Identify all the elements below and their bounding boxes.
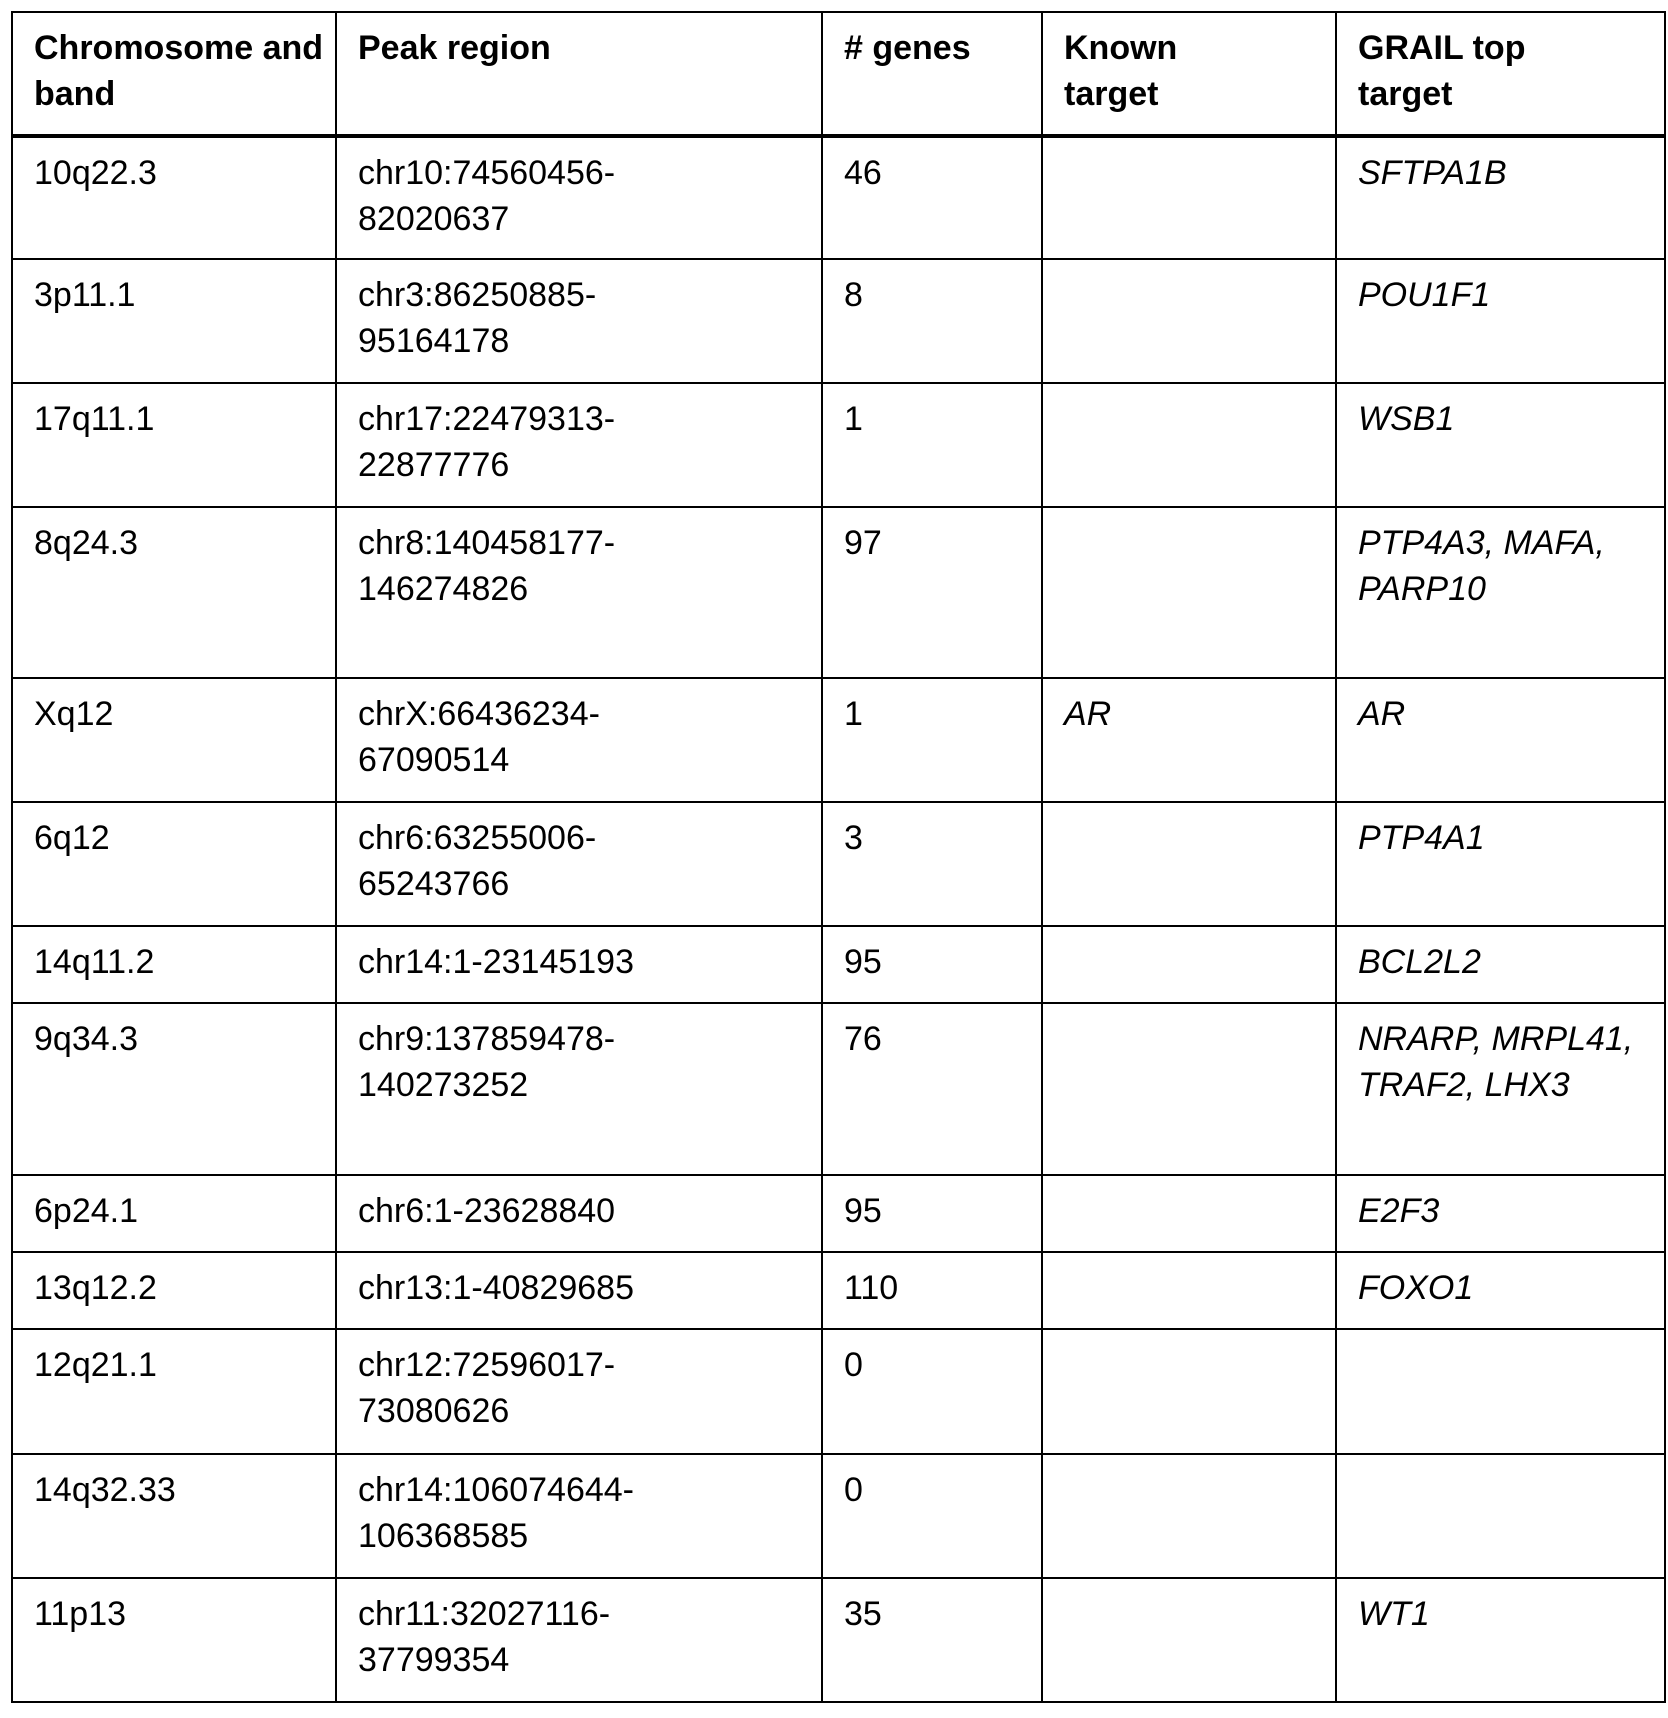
gene-count-cell: 110	[822, 1252, 1042, 1329]
header-peak-region: Peak region	[336, 12, 822, 136]
table-row	[12, 383, 1665, 507]
chromosome-band-cell: 6p24.1	[12, 1175, 336, 1252]
chromosome-band-cell: Xq12	[12, 678, 336, 802]
known-target-cell	[1042, 507, 1336, 678]
peak-region-text: chr17:22479313-22877776	[358, 396, 620, 488]
grail-top-target-cell: NRARP, MRPL41, TRAF2, LHX3	[1336, 1003, 1665, 1175]
peak-region-text: chr9:137859478-140273252	[358, 1016, 620, 1108]
header-known-target: Known target	[1042, 12, 1336, 136]
peak-region-text: chr14:106074644-106368585	[358, 1467, 639, 1559]
grail-top-target-cell: AR	[1336, 678, 1665, 802]
header-grail-top-target: GRAIL top target	[1336, 12, 1665, 136]
known-target-cell	[1042, 802, 1336, 926]
known-target-cell	[1042, 1578, 1336, 1702]
peak-region-text: chr3:86250885-95164178	[358, 272, 601, 364]
grail-top-target-cell: PTP4A3, MAFA, PARP10	[1336, 507, 1665, 678]
table-row	[12, 1578, 1665, 1702]
table-row	[12, 1003, 1665, 1175]
chromosome-band-cell: 17q11.1	[12, 383, 336, 507]
gene-count-cell: 95	[822, 1175, 1042, 1252]
header-gene-count: # genes	[822, 12, 1042, 136]
known-target-cell	[1042, 1454, 1336, 1578]
grail-top-target-cell: BCL2L2	[1336, 926, 1665, 1003]
known-target-cell	[1042, 926, 1336, 1003]
chromosome-band-cell: 8q24.3	[12, 507, 336, 678]
peak-region-cell	[336, 678, 822, 802]
chromosome-band-cell: 13q12.2	[12, 1252, 336, 1329]
known-target-cell: AR	[1042, 678, 1336, 802]
table-row	[12, 136, 1665, 259]
peak-region-cell	[336, 1578, 822, 1702]
chromosome-band-cell: 11p13	[12, 1578, 336, 1702]
known-target-cell	[1042, 1252, 1336, 1329]
peak-region-text: chr10:74560456-82020637	[358, 150, 620, 242]
gene-count-cell: 8	[822, 259, 1042, 383]
chromosome-band-cell: 12q21.1	[12, 1329, 336, 1454]
chromosome-band-cell: 9q34.3	[12, 1003, 336, 1175]
peak-region-cell	[336, 507, 822, 678]
peak-region-text: chr11:32027116-37799354	[358, 1591, 615, 1683]
peak-region-cell	[336, 1454, 822, 1578]
table-row	[12, 678, 1665, 802]
header-chromosome-band: Chromosome and band	[12, 12, 336, 136]
table-row	[12, 507, 1665, 678]
grail-top-target-cell	[1336, 1454, 1665, 1578]
known-target-cell	[1042, 136, 1336, 259]
grail-top-target-cell: PTP4A1	[1336, 802, 1665, 926]
peak-region-cell	[336, 259, 822, 383]
gene-count-cell: 46	[822, 136, 1042, 259]
gene-count-cell: 1	[822, 383, 1042, 507]
peak-region-cell	[336, 1252, 822, 1329]
peak-region-cell	[336, 136, 822, 259]
header-row	[12, 12, 1665, 136]
grail-top-target-cell: FOXO1	[1336, 1252, 1665, 1329]
table-row	[12, 1252, 1665, 1329]
known-target-cell	[1042, 1175, 1336, 1252]
chromosome-band-cell: 10q22.3	[12, 136, 336, 259]
peak-region-text: chr6:1-23628840	[358, 1188, 615, 1234]
gene-count-cell: 3	[822, 802, 1042, 926]
chromosome-band-cell: 3p11.1	[12, 259, 336, 383]
peak-region-text: chr13:1-40829685	[358, 1265, 634, 1311]
peak-region-cell	[336, 1175, 822, 1252]
gene-count-cell: 35	[822, 1578, 1042, 1702]
grail-top-target-cell	[1336, 1329, 1665, 1454]
chromosome-band-cell: 6q12	[12, 802, 336, 926]
peak-regions-table	[11, 11, 1666, 1703]
table-row	[12, 1329, 1665, 1454]
grail-top-target-cell: POU1F1	[1336, 259, 1665, 383]
known-target-cell	[1042, 383, 1336, 507]
peak-region-text: chr8:140458177-146274826	[358, 520, 620, 612]
grail-top-target-cell: WSB1	[1336, 383, 1665, 507]
gene-count-cell: 95	[822, 926, 1042, 1003]
peak-region-text: chr6:63255006-65243766	[358, 815, 601, 907]
peak-region-cell	[336, 802, 822, 926]
grail-top-target-cell: E2F3	[1336, 1175, 1665, 1252]
gene-count-cell: 1	[822, 678, 1042, 802]
table-row	[12, 1175, 1665, 1252]
known-target-cell	[1042, 1003, 1336, 1175]
gene-count-cell: 0	[822, 1329, 1042, 1454]
table-row	[12, 926, 1665, 1003]
peak-region-text: chrX:66436234-67090514	[358, 691, 604, 783]
peak-region-cell	[336, 1003, 822, 1175]
chromosome-band-cell: 14q32.33	[12, 1454, 336, 1578]
chromosome-band-cell: 14q11.2	[12, 926, 336, 1003]
gene-count-cell: 76	[822, 1003, 1042, 1175]
peak-region-cell	[336, 383, 822, 507]
table-row	[12, 802, 1665, 926]
table-row	[12, 1454, 1665, 1578]
peak-region-cell	[336, 1329, 822, 1454]
grail-top-target-cell: SFTPA1B	[1336, 136, 1665, 259]
known-target-cell	[1042, 259, 1336, 383]
peak-region-text: chr14:1-23145193	[358, 939, 634, 985]
gene-count-cell: 97	[822, 507, 1042, 678]
table-row	[12, 259, 1665, 383]
grail-top-target-cell: WT1	[1336, 1578, 1665, 1702]
peak-region-text: chr12:72596017-73080626	[358, 1342, 620, 1434]
known-target-cell	[1042, 1329, 1336, 1454]
gene-count-cell: 0	[822, 1454, 1042, 1578]
peak-region-cell	[336, 926, 822, 1003]
